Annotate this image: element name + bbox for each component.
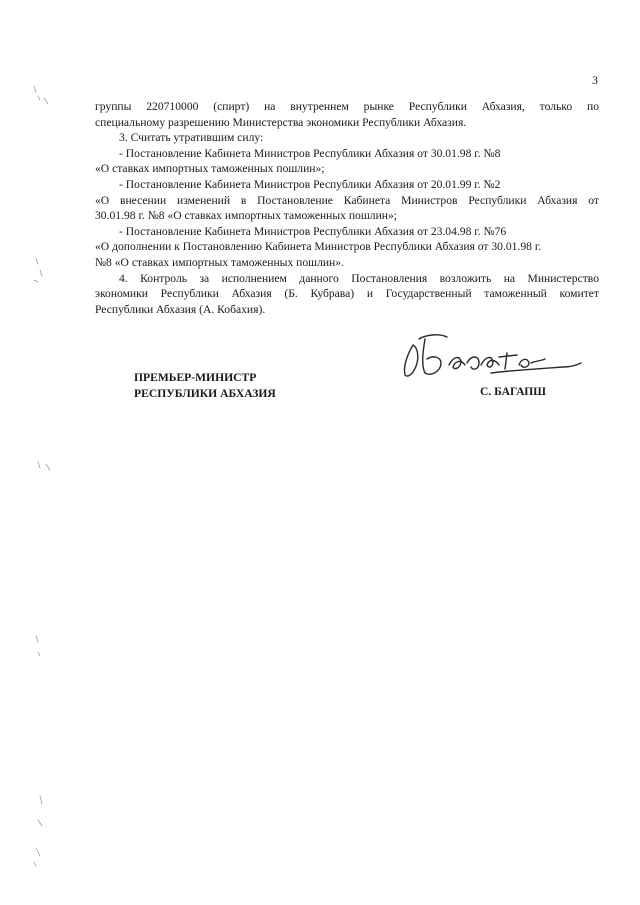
paragraph-line: 4. Контроль за исполнением данного Постановления возложить на Министерство xyxy=(119,271,599,285)
paragraph-line: Республики Абхазия (А. Кобахия). xyxy=(95,302,266,316)
list-item: - Постановление Кабинета Министров Республики Абхазия от 20.01.99 г. №2 xyxy=(119,177,501,191)
paragraph-line: экономики Республики Абхазия (Б. Кубрава) и Государственный таможенный комитет xyxy=(95,287,599,301)
list-item: - Постановление Кабинета Министров Республики Абхазия от 30.01.98 г. №8 xyxy=(119,146,501,160)
paragraph-line: специальному разрешению Министерства экономики Республики Абхазия. xyxy=(95,115,467,129)
paragraph-line: «О дополнении к Постановлению Кабинета Министров Республики Абхазия от 30.01.98 г. xyxy=(95,240,542,254)
paragraph-line: «О внесении изменений в Постановление Кабинета Министров Республики Абхазия от xyxy=(95,193,599,207)
signatory-title-line1: ПРЕМЬЕР-МИНИСТР xyxy=(134,371,257,384)
paragraph-line: группы 220710000 (спирт) на внутреннем рынке Республики Абхазия, только по xyxy=(95,100,599,113)
list-item: - Постановление Кабинета Министров Республики Абхазия от 23.04.98 г. №76 xyxy=(119,224,507,238)
paragraph-line: 30.01.98 г. №8 «О ставках импортных таможенных пошлин»; xyxy=(95,209,397,223)
paragraph-line: №8 «О ставках импортных таможенных пошлин». xyxy=(95,255,344,269)
paragraph-line: «О ставках импортных таможенных пошлин»; xyxy=(95,162,325,176)
signatory-name: С. БАГАПШ xyxy=(480,385,547,398)
document-body xyxy=(95,99,599,317)
page-number: 3 xyxy=(592,73,598,87)
signatory-title-line2: РЕСПУБЛИКИ АБХАЗИЯ xyxy=(134,386,276,400)
scan-margin-marks xyxy=(0,0,70,905)
paragraph-line: 3. Считать утратившим силу: xyxy=(119,131,264,145)
